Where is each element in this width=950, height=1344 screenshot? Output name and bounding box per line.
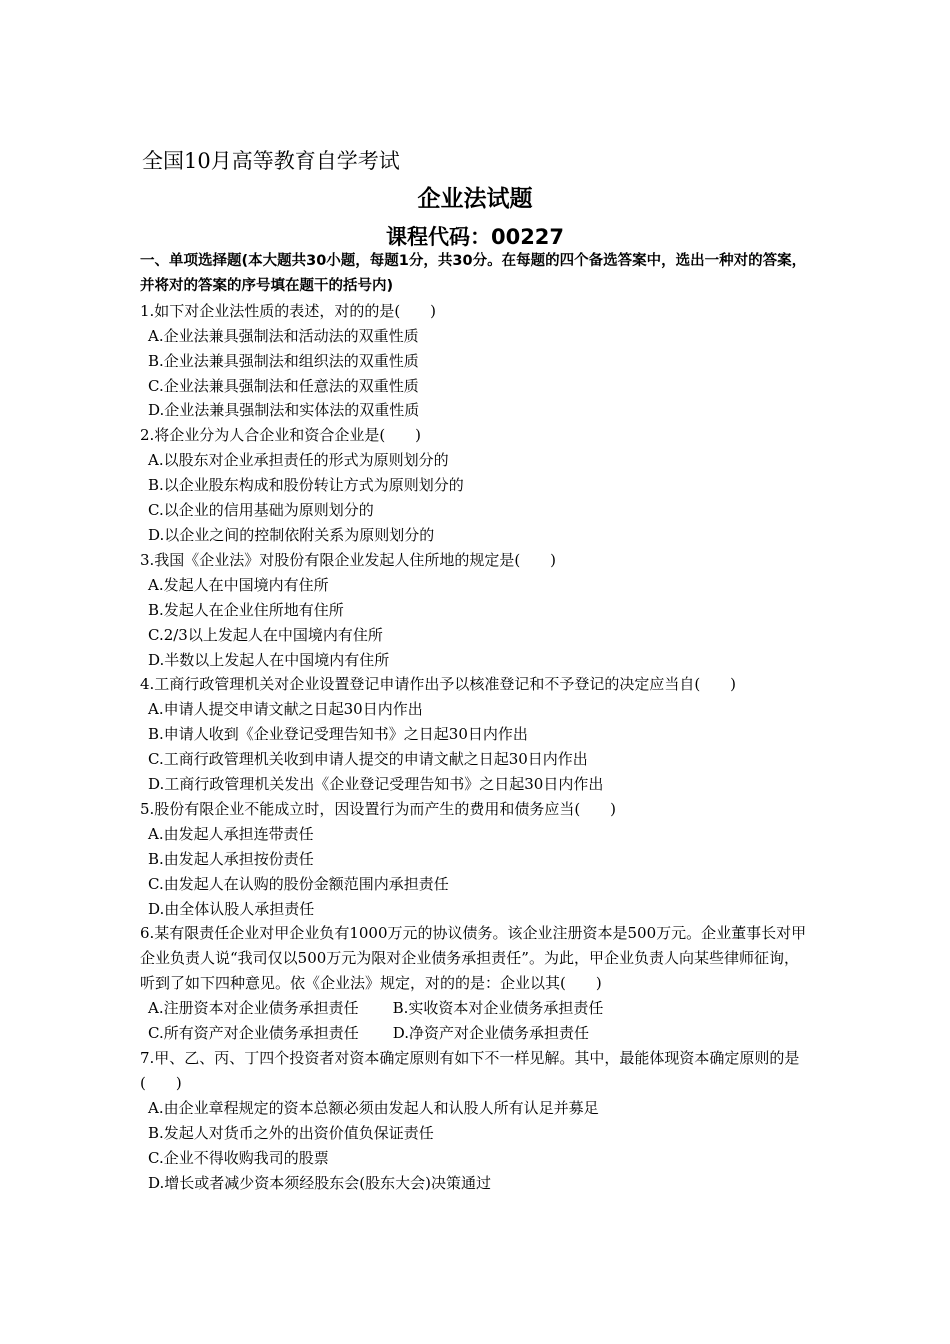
question-stem: 6.某有限责任企业对甲企业负有1000万元的协议债务。该企业注册资本是500万元。企业董事长对甲企业负责人说“我司仅以500万元为限对企业债务承担责任”。为此，甲企业负责人向某些律师征询，听到了如下四种意见。依《企业法》规定，对的的是：企业以其( ) xyxy=(140,924,807,993)
option-a: A.由企业章程规定的资本总额必须由发起人和认股人所有认足并募足 xyxy=(148,1098,599,1117)
option-d: D.由全体认股人承担责任 xyxy=(148,899,315,918)
question-stem: 3.我国《企业法》对股份有限企业发起人住所地的规定是( ) xyxy=(140,550,557,569)
question-7 xyxy=(140,1046,812,1195)
option-d: D.企业法兼具强制法和实体法的双重性质 xyxy=(148,401,420,420)
option-row xyxy=(140,996,812,1021)
option-d: D.净资产对企业债务承担责任 xyxy=(392,1024,589,1043)
option-c: C.企业不得收购我司的股票 xyxy=(148,1148,329,1167)
course-code: 课程代码：00227 xyxy=(385,225,565,249)
option-d: D.增长或者减少资本须经股东会(股东大会)决策通过 xyxy=(148,1173,491,1192)
question-6 xyxy=(140,921,812,1046)
option-d: D.半数以上发起人在中国境内有住所 xyxy=(148,650,390,669)
option-b: B.由发起人承担按份责任 xyxy=(148,849,314,868)
option-d: D.以企业之间的控制依附关系为原则划分的 xyxy=(148,525,435,544)
option-a: A.申请人提交申请文献之日起30日内作出 xyxy=(148,700,423,719)
option-a: A.注册资本对企业债务承担责任 xyxy=(148,999,359,1018)
option-c: C.所有资产对企业债务承担责任 xyxy=(148,1024,359,1043)
option-c: C.由发起人在认购的股份金额范围内承担责任 xyxy=(148,874,449,893)
question-2 xyxy=(140,423,812,548)
option-a: A.发起人在中国境内有住所 xyxy=(148,575,329,594)
option-a: A.由发起人承担连带责任 xyxy=(148,824,314,843)
option-a: A.企业法兼具强制法和活动法的双重性质 xyxy=(148,326,419,345)
question-stem: 5.股份有限企业不能成立时，因设置行为而产生的费用和债务应当( ) xyxy=(140,799,617,818)
option-a: A.以股东对企业承担责任的形式为原则划分的 xyxy=(148,451,449,470)
option-b: B.发起人对货币之外的出资价值负保证责任 xyxy=(148,1123,434,1142)
option-c: C.工商行政管理机关收到申请人提交的申请文献之日起30日内作出 xyxy=(148,750,588,769)
section-instructions: 一、单项选择题(本大题共30小题，每题1分，共30分。在每题的四个备选答案中，选出一种对的答案，并将对的答案的序号填在题干的括号内) xyxy=(140,253,807,294)
question-4 xyxy=(140,672,812,797)
option-c: C.2/3以上发起人在中国境内有住所 xyxy=(148,625,383,644)
option-d: D.工商行政管理机关发出《企业登记受理告知书》之日起30日内作出 xyxy=(148,775,604,794)
question-stem: 4.工商行政管理机关对企业设置登记申请作出予以核准登记和不予登记的决定应当自( ) xyxy=(140,675,737,694)
exam-title: 全国10月高等教育自学考试 xyxy=(142,149,400,173)
option-c: C.以企业的信用基础为原则划分的 xyxy=(148,501,374,520)
subject-title: 企业法试题 xyxy=(417,186,533,212)
option-b: B.实收资本对企业债务承担责任 xyxy=(392,999,604,1018)
question-stem: 1.如下对企业法性质的表述，对的的是( ) xyxy=(140,301,437,320)
question-1 xyxy=(140,299,812,424)
question-stem: 2.将企业分为人合企业和资合企业是( ) xyxy=(140,426,422,445)
option-b: B.企业法兼具强制法和组织法的双重性质 xyxy=(148,351,419,370)
option-c: C.企业法兼具强制法和任意法的双重性质 xyxy=(148,376,419,395)
option-b: B.发起人在企业住所地有住所 xyxy=(148,600,344,619)
question-3 xyxy=(140,548,812,673)
question-stem: 7.甲、乙、丙、丁四个投资者对资本确定原则有如下不一样见解。其中，最能体现资本确定原则的是( ) xyxy=(140,1049,800,1092)
question-5 xyxy=(140,797,812,922)
option-b: B.申请人收到《企业登记受理告知书》之日起30日内作出 xyxy=(148,725,528,744)
option-b: B.以企业股东构成和股份转让方式为原则划分的 xyxy=(148,476,464,495)
document-body xyxy=(140,249,812,1195)
option-row xyxy=(140,1021,812,1046)
